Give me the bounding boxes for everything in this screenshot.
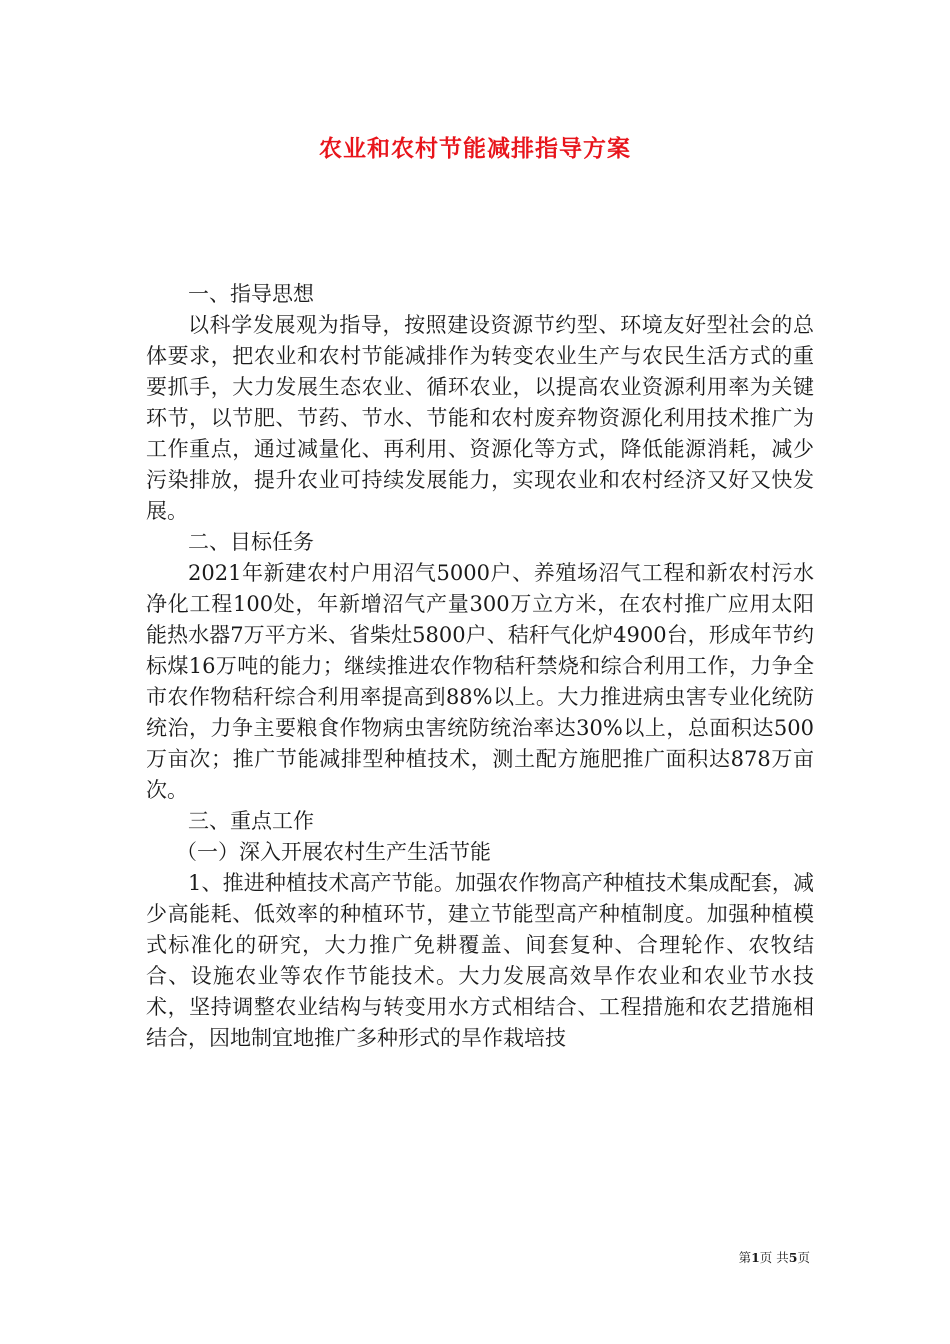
footer-suffix: 页: [797, 1250, 810, 1265]
paragraph-targets: 2021年新建农村户用沼气5000户、养殖场沼气工程和新农村污水净化工程100处，年新增沼气产量300万立方米，在农村推广应用太阳能热水器7万平方米、省柴灶5800户、秸秆气化炉4900台，形成年节约标煤16万吨的能力；继续推进农作物秸秆禁烧和综合利用工作，力争全市农作物秸秆综合利用率提高到88%以上。大力推进病虫害专业化统防统治，力争主要粮食作物病虫害统防统治率达30%以上，总面积达500万亩次；推广节能减排型种植技术，测土配方施肥推广面积达878万亩次。: [146, 561, 814, 802]
footer-prefix: 第: [738, 1250, 752, 1265]
footer-current-page: 1: [751, 1250, 760, 1265]
paragraph-planting-tech: 1、推进种植技术高产节能。加强农作物高产种植技术集成配套，减少高能耗、低效率的种植环节，建立节能型高产种植制度。加强种植模式标准化的研究，大力推广免耕覆盖、间套复种、合理轮作、农牧结合、设施农业等农作节能技术。大力发展高效旱作农业和农业节水技术，坚持调整农业结构与转变用水方式相结合、工程措施和农艺措施相结合，因地制宜地推广多种形式的旱作栽培技: [146, 871, 814, 1050]
section-heading-3: 三、重点工作: [188, 809, 314, 833]
page-footer: [650, 1250, 810, 1266]
paragraph-guiding-ideology: 以科学发展观为指导，按照建设资源节约型、环境友好型社会的总体要求，把农业和农村节能减排作为转变农业生产与农民生活方式的重要抓手，大力发展生态农业、循环农业，以提高农业资源利用率为关键环节，以节肥、节药、节水、节能和农村废弃物资源化利用技术推广为工作重点，通过减量化、再利用、资源化等方式，降低能源消耗，减少污染排放，提升农业可持续发展能力，实现农业和农村经济又好又快发展。: [146, 313, 814, 523]
document-body: [146, 279, 814, 1054]
section-heading-1: 一、指导思想: [188, 282, 314, 306]
subsection-heading-1: （一）深入开展农村生产生活节能: [176, 840, 491, 864]
section-heading-2: 二、目标任务: [188, 530, 314, 554]
footer-total-pages: 5: [788, 1250, 798, 1265]
document-title: 农业和农村节能减排指导方案: [319, 135, 631, 162]
footer-middle: 页 共: [759, 1250, 789, 1265]
